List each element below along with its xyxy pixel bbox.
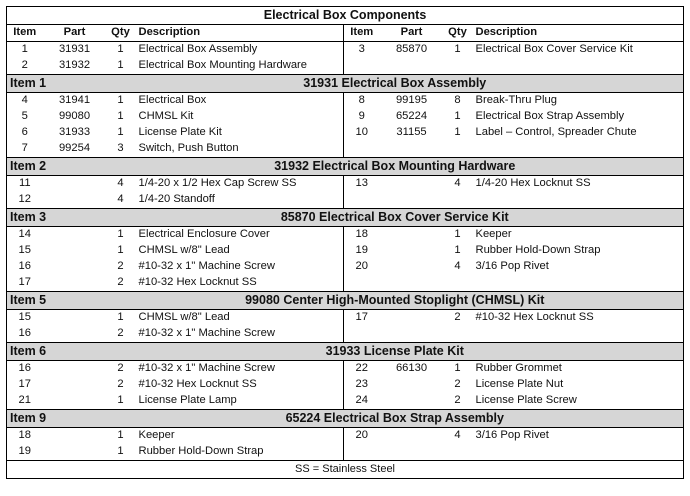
cell-qty: 1 bbox=[117, 110, 124, 122]
table-row bbox=[7, 58, 684, 75]
cell-qty bbox=[444, 444, 472, 461]
table-row bbox=[7, 310, 684, 327]
cell-description: Keeper bbox=[475, 228, 512, 240]
cell-description: License Plate Screw bbox=[475, 394, 577, 406]
cell-part bbox=[380, 259, 444, 275]
cell-part bbox=[380, 275, 444, 292]
section-header-row bbox=[7, 410, 684, 428]
cell-item: 4 bbox=[21, 94, 28, 106]
cell-item bbox=[344, 326, 380, 343]
cell-part bbox=[380, 227, 444, 244]
cell-item: 22 bbox=[344, 361, 380, 378]
table-row bbox=[7, 259, 684, 275]
col-header-description: Description bbox=[135, 25, 344, 42]
cell-qty: 4 bbox=[117, 193, 124, 205]
cell-part bbox=[43, 326, 107, 343]
cell-qty: 1 bbox=[117, 244, 124, 256]
cell-description: Electrical Enclosure Cover bbox=[138, 228, 270, 240]
cell-part bbox=[43, 275, 107, 292]
cell-qty bbox=[444, 275, 472, 292]
cell-item: 8 bbox=[344, 93, 380, 110]
cell-part bbox=[380, 192, 444, 209]
cell-item: 12 bbox=[18, 193, 31, 205]
table-row bbox=[7, 141, 684, 158]
cell-qty bbox=[444, 192, 472, 209]
table-row bbox=[7, 125, 684, 141]
cell-item bbox=[344, 58, 380, 75]
cell-part bbox=[43, 444, 107, 461]
section-title: 31933 License Plate Kit bbox=[107, 343, 684, 361]
table-row bbox=[7, 326, 684, 343]
cell-part bbox=[43, 176, 107, 193]
cell-description: #10-32 Hex Locknut SS bbox=[138, 276, 257, 288]
cell-part bbox=[380, 176, 444, 193]
cell-part: 99080 bbox=[58, 110, 91, 122]
cell-item: 11 bbox=[18, 177, 31, 189]
cell-qty: 4 bbox=[454, 177, 461, 189]
cell-part: 85870 bbox=[395, 43, 428, 55]
cell-description bbox=[472, 141, 684, 158]
section-title: 31931 Electrical Box Assembly bbox=[107, 75, 684, 93]
cell-description: Electrical Box bbox=[138, 94, 207, 106]
cell-description: Rubber Hold-Down Strap bbox=[138, 445, 264, 457]
cell-part bbox=[43, 428, 107, 445]
section-header-row bbox=[7, 158, 684, 176]
cell-description: Electrical Box Mounting Hardware bbox=[138, 59, 308, 71]
cell-qty: 1 bbox=[117, 43, 124, 55]
cell-description: Rubber Grommet bbox=[475, 362, 562, 374]
cell-qty: 4 bbox=[454, 429, 461, 441]
cell-part bbox=[43, 259, 107, 275]
cell-qty: 1 bbox=[117, 59, 124, 71]
cell-description: #10-32 x 1" Machine Screw bbox=[138, 260, 275, 272]
table-row bbox=[7, 192, 684, 209]
cell-item: 9 bbox=[344, 109, 380, 125]
components-table bbox=[6, 6, 684, 479]
cell-qty: 1 bbox=[117, 126, 124, 138]
cell-item: 18 bbox=[344, 227, 380, 244]
column-header-row bbox=[7, 25, 684, 42]
cell-qty: 1 bbox=[454, 228, 461, 240]
section-title: 85870 Electrical Box Cover Service Kit bbox=[107, 209, 684, 227]
section-item-label: Item 3 bbox=[7, 209, 107, 227]
cell-item bbox=[344, 192, 380, 209]
table-row bbox=[7, 243, 684, 259]
section-header-row bbox=[7, 209, 684, 227]
cell-part bbox=[380, 444, 444, 461]
cell-item: 18 bbox=[18, 429, 31, 441]
cell-part: 31941 bbox=[58, 94, 91, 106]
cell-item: 19 bbox=[18, 445, 31, 457]
cell-part: 31933 bbox=[58, 126, 91, 138]
cell-description: License Plate Kit bbox=[138, 126, 222, 138]
cell-item: 5 bbox=[21, 110, 28, 122]
col-header-item: Item bbox=[7, 25, 43, 42]
cell-description bbox=[472, 192, 684, 209]
section-header-row bbox=[7, 343, 684, 361]
section-title: 31932 Electrical Box Mounting Hardware bbox=[107, 158, 684, 176]
table-row bbox=[7, 42, 684, 59]
table-row bbox=[7, 93, 684, 110]
cell-qty: 1 bbox=[117, 429, 124, 441]
cell-part bbox=[380, 58, 444, 75]
cell-qty bbox=[444, 58, 472, 75]
section-header-row bbox=[7, 292, 684, 310]
table-row bbox=[7, 361, 684, 378]
cell-description: 3/16 Pop Rivet bbox=[475, 260, 549, 272]
cell-item: 16 bbox=[18, 260, 31, 272]
col-header-part: Part bbox=[43, 25, 107, 42]
table-title-row bbox=[7, 7, 684, 25]
parts-sheet bbox=[6, 6, 683, 479]
cell-qty: 1 bbox=[117, 228, 124, 240]
cell-description: 1/4-20 Hex Locknut SS bbox=[475, 177, 591, 189]
cell-description: Break-Thru Plug bbox=[475, 94, 557, 106]
table-row bbox=[7, 444, 684, 461]
table-row bbox=[7, 109, 684, 125]
cell-part bbox=[380, 326, 444, 343]
cell-description: CHMSL Kit bbox=[138, 110, 194, 122]
cell-description: License Plate Nut bbox=[475, 378, 564, 390]
section-item-label: Item 6 bbox=[7, 343, 107, 361]
cell-qty: 2 bbox=[454, 311, 461, 323]
cell-description: CHMSL w/8" Lead bbox=[138, 311, 230, 323]
cell-item: 21 bbox=[18, 394, 31, 406]
cell-qty: 4 bbox=[117, 177, 124, 189]
cell-part bbox=[380, 310, 444, 327]
cell-part: 31931 bbox=[58, 43, 91, 55]
cell-qty: 1 bbox=[117, 94, 124, 106]
cell-qty: 4 bbox=[454, 260, 461, 272]
cell-qty: 1 bbox=[454, 43, 461, 55]
cell-part bbox=[380, 428, 444, 445]
cell-description: Electrical Box Strap Assembly bbox=[475, 110, 625, 122]
cell-part bbox=[380, 141, 444, 158]
cell-item bbox=[344, 141, 380, 158]
table-row bbox=[7, 393, 684, 410]
cell-description: Electrical Box Assembly bbox=[138, 43, 258, 55]
table-row bbox=[7, 227, 684, 244]
cell-part: 31155 bbox=[396, 126, 427, 138]
cell-part bbox=[43, 227, 107, 244]
cell-part: 99195 bbox=[395, 94, 428, 106]
cell-description: 1/4-20 Standoff bbox=[138, 193, 215, 205]
cell-part bbox=[43, 393, 107, 410]
cell-qty: 2 bbox=[117, 260, 124, 272]
cell-description: Label – Control, Spreader Chute bbox=[475, 126, 637, 138]
cell-description: Switch, Push Button bbox=[138, 142, 239, 154]
cell-qty: 1 bbox=[454, 110, 461, 122]
cell-qty: 2 bbox=[117, 362, 124, 374]
cell-part bbox=[380, 393, 444, 410]
section-item-label: Item 1 bbox=[7, 75, 107, 93]
table-row bbox=[7, 275, 684, 292]
cell-item: 17 bbox=[18, 378, 31, 390]
cell-qty bbox=[444, 326, 472, 343]
cell-description: #10-32 x 1" Machine Screw bbox=[138, 362, 275, 374]
cell-item: 7 bbox=[21, 142, 28, 154]
cell-item: 20 bbox=[344, 259, 380, 275]
cell-description: #10-32 x 1" Machine Screw bbox=[138, 327, 275, 339]
cell-description: #10-32 Hex Locknut SS bbox=[138, 378, 257, 390]
section-title: 65224 Electrical Box Strap Assembly bbox=[107, 410, 684, 428]
cell-part: 31932 bbox=[58, 59, 91, 71]
cell-qty: 8 bbox=[454, 94, 461, 106]
cell-item: 3 bbox=[344, 42, 380, 59]
cell-part bbox=[43, 192, 107, 209]
cell-item: 16 bbox=[18, 327, 31, 339]
cell-qty: 1 bbox=[117, 394, 124, 406]
cell-qty: 3 bbox=[117, 142, 124, 154]
cell-part bbox=[43, 361, 107, 378]
cell-qty: 1 bbox=[117, 311, 124, 323]
cell-description: Electrical Box Cover Service Kit bbox=[475, 43, 633, 55]
col-header-item: Item bbox=[344, 25, 380, 42]
cell-part: 66130 bbox=[395, 362, 428, 374]
cell-description: Keeper bbox=[138, 429, 175, 441]
table-title: Electrical Box Components bbox=[7, 7, 684, 25]
cell-item bbox=[344, 444, 380, 461]
cell-item: 2 bbox=[21, 59, 28, 71]
cell-description bbox=[472, 275, 684, 292]
cell-description: 3/16 Pop Rivet bbox=[475, 429, 549, 441]
cell-description: CHMSL w/8" Lead bbox=[138, 244, 230, 256]
cell-part: 99254 bbox=[58, 142, 91, 154]
cell-part bbox=[43, 377, 107, 393]
cell-item: 14 bbox=[18, 228, 31, 240]
table-row bbox=[7, 377, 684, 393]
cell-description bbox=[472, 444, 684, 461]
cell-item: 15 bbox=[18, 311, 31, 323]
cell-item bbox=[344, 275, 380, 292]
cell-qty: 2 bbox=[454, 394, 461, 406]
cell-item: 13 bbox=[344, 176, 380, 193]
section-item-label: Item 9 bbox=[7, 410, 107, 428]
footnote: SS = Stainless Steel bbox=[7, 461, 684, 479]
cell-item: 10 bbox=[344, 125, 380, 141]
cell-description bbox=[472, 326, 684, 343]
cell-qty bbox=[444, 141, 472, 158]
cell-item: 6 bbox=[21, 126, 28, 138]
section-header-row bbox=[7, 75, 684, 93]
cell-description: #10-32 Hex Locknut SS bbox=[475, 311, 594, 323]
cell-part: 65224 bbox=[395, 110, 428, 122]
cell-item: 16 bbox=[18, 362, 31, 374]
cell-qty: 1 bbox=[454, 126, 461, 138]
col-header-qty: Qty bbox=[107, 25, 135, 42]
cell-part bbox=[380, 243, 444, 259]
cell-item: 17 bbox=[18, 276, 31, 288]
cell-item: 15 bbox=[18, 244, 31, 256]
cell-description bbox=[472, 58, 684, 75]
cell-item: 19 bbox=[344, 243, 380, 259]
col-header-description: Description bbox=[472, 25, 684, 42]
cell-part bbox=[43, 310, 107, 327]
section-item-label: Item 5 bbox=[7, 292, 107, 310]
cell-qty: 2 bbox=[117, 276, 124, 288]
col-header-qty: Qty bbox=[444, 25, 472, 42]
section-title: 99080 Center High-Mounted Stoplight (CHMSL) Kit bbox=[107, 292, 684, 310]
cell-qty: 2 bbox=[454, 378, 461, 390]
cell-qty: 2 bbox=[117, 378, 124, 390]
cell-item: 24 bbox=[344, 393, 380, 410]
cell-qty: 1 bbox=[117, 445, 124, 457]
cell-qty: 1 bbox=[454, 244, 461, 256]
cell-description: 1/4-20 x 1/2 Hex Cap Screw SS bbox=[138, 177, 297, 189]
section-item-label: Item 2 bbox=[7, 158, 107, 176]
cell-description: License Plate Lamp bbox=[138, 394, 237, 406]
table-row bbox=[7, 176, 684, 193]
cell-part bbox=[380, 377, 444, 393]
cell-description: Rubber Hold-Down Strap bbox=[475, 244, 601, 256]
col-header-part: Part bbox=[380, 25, 444, 42]
cell-qty: 1 bbox=[454, 362, 461, 374]
cell-part bbox=[43, 243, 107, 259]
cell-qty: 2 bbox=[117, 327, 124, 339]
cell-item: 17 bbox=[344, 310, 380, 327]
footnote-row bbox=[7, 461, 684, 479]
cell-item: 20 bbox=[344, 428, 380, 445]
table-row bbox=[7, 428, 684, 445]
cell-item: 23 bbox=[344, 377, 380, 393]
cell-item: 1 bbox=[21, 43, 28, 55]
